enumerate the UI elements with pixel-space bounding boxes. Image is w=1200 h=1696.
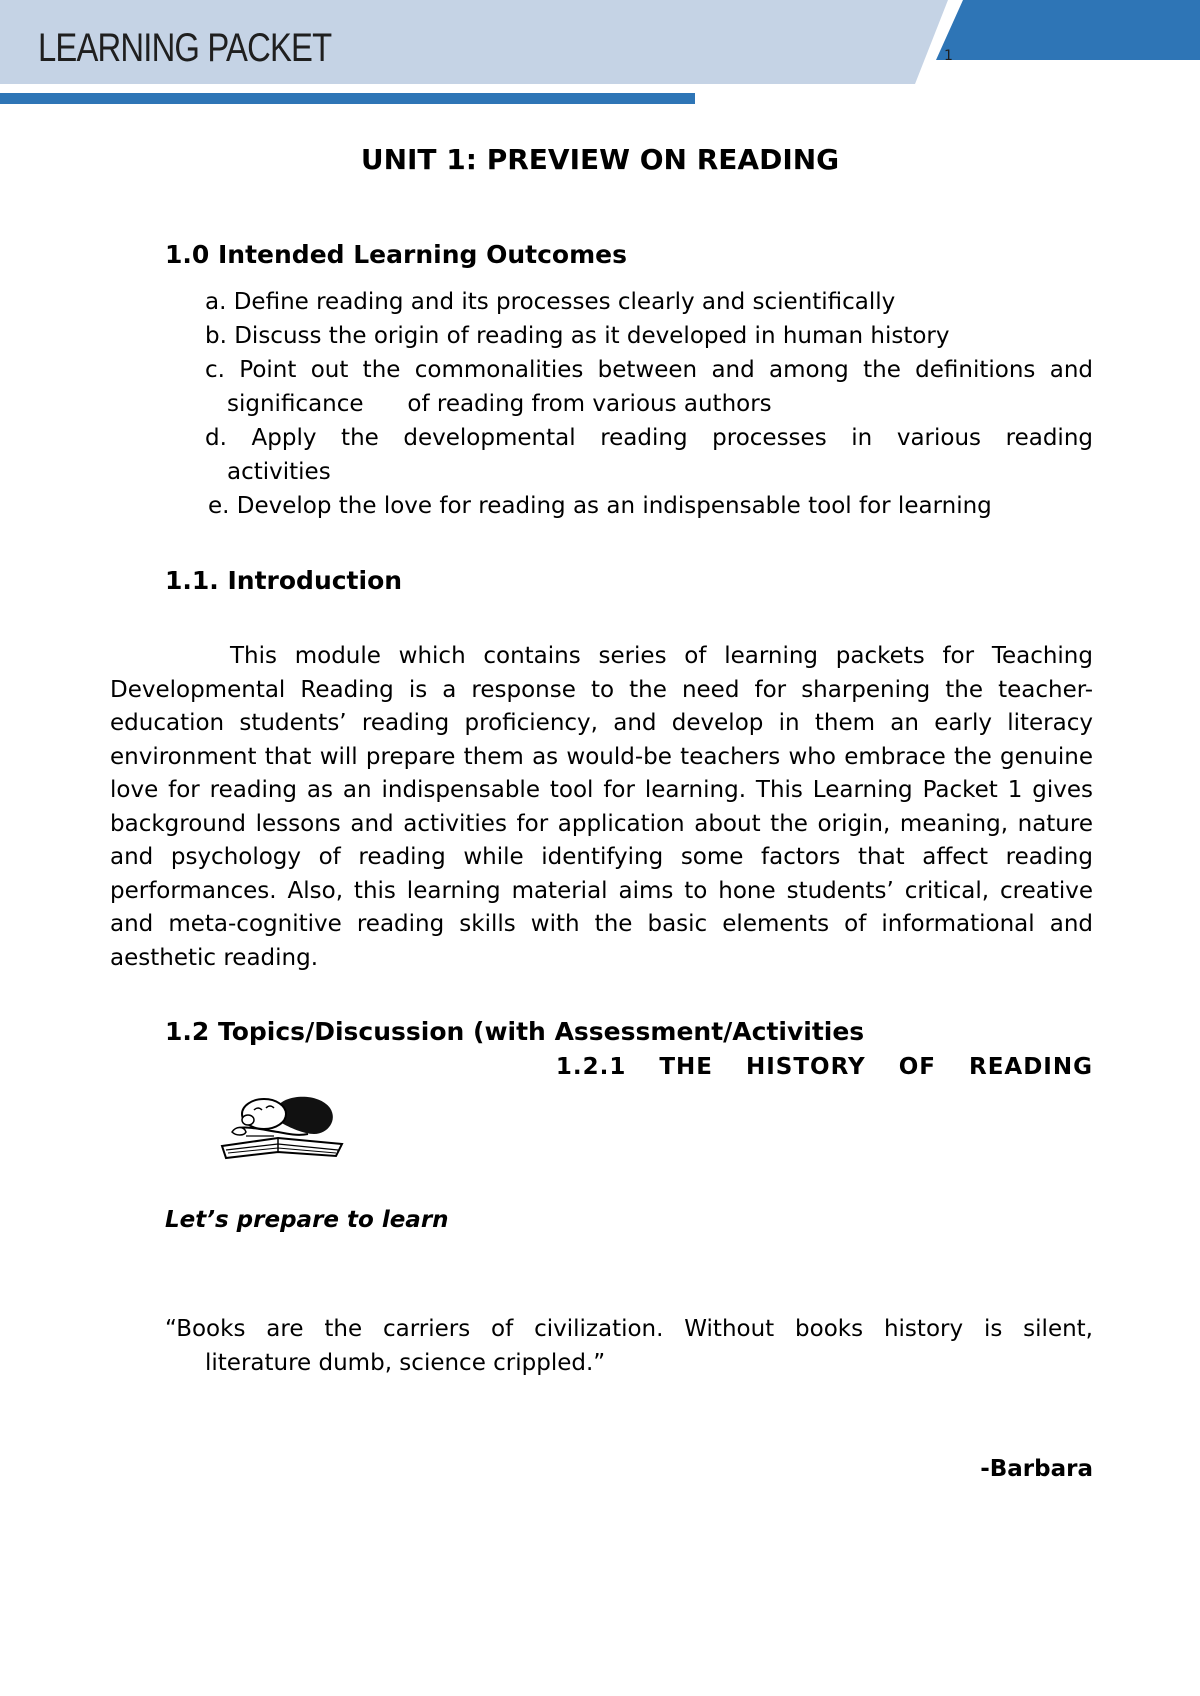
quote-line: “Books are the carriers of civilization. Without books history is silent, xyxy=(165,1316,1093,1342)
prepare-label: Let’s prepare to learn xyxy=(165,1207,449,1233)
header-underline xyxy=(0,93,695,104)
introduction-paragraph: This module which contains series of learning packets for Teaching Developmental Reading is a response to the need for sharpening the teacher-education students’ reading proficiency, and develop in them an early literacy environment that will prepare them as would-be teachers who embrace the genuine love for reading as an indispensable tool for learning. This Learning Packet 1 gives background lessons and activities for application about the origin, meaning, nature and psychology of reading while identifying some factors that affect reading performances. Also, this learning material aims to hone students’ critical, creative and meta-cognitive reading skills with the basic elements of informational and aesthetic reading. xyxy=(110,643,1093,971)
outcome-item-continuation xyxy=(205,387,1093,421)
outcome-item-line: c. Point out the commonalities between and among the definitions and xyxy=(205,357,1093,383)
page-number: 1 xyxy=(944,48,953,64)
outcomes-list xyxy=(205,285,1093,523)
outcome-item-line: significance of reading from various authors xyxy=(227,391,772,417)
quote-block xyxy=(165,1312,1093,1380)
outcome-item: e. Develop the love for reading as an indispensable tool for learning xyxy=(208,493,992,519)
reading-cartoon-icon xyxy=(218,1090,348,1162)
topics-heading: 1.2 Topics/Discussion (with Assessment/Activities xyxy=(165,1017,865,1046)
introduction-heading: 1.1. Introduction xyxy=(165,566,403,595)
outcome-item-continuation xyxy=(205,455,1093,489)
quote-author: -Barbara xyxy=(980,1456,1093,1482)
topic-subheading: 1.2.1 THE HISTORY OF READING xyxy=(555,1054,1093,1080)
outcome-item-line: activities xyxy=(227,459,331,485)
unit-title: UNIT 1: PREVIEW ON READING xyxy=(360,143,840,176)
quote-line: literature dumb, science crippled.” xyxy=(205,1350,606,1376)
outcomes-heading: 1.0 Intended Learning Outcomes xyxy=(165,240,627,269)
outcome-item: a. Define reading and its processes clearly and scientifically xyxy=(205,289,896,315)
outcome-item: b. Discuss the origin of reading as it developed in human history xyxy=(205,323,950,349)
page-header xyxy=(0,0,1200,110)
header-title: LEARNING PACKET xyxy=(38,26,332,70)
header-dark-band xyxy=(936,0,1200,60)
outcome-item-line: d. Apply the developmental reading processes in various reading xyxy=(205,425,1093,451)
